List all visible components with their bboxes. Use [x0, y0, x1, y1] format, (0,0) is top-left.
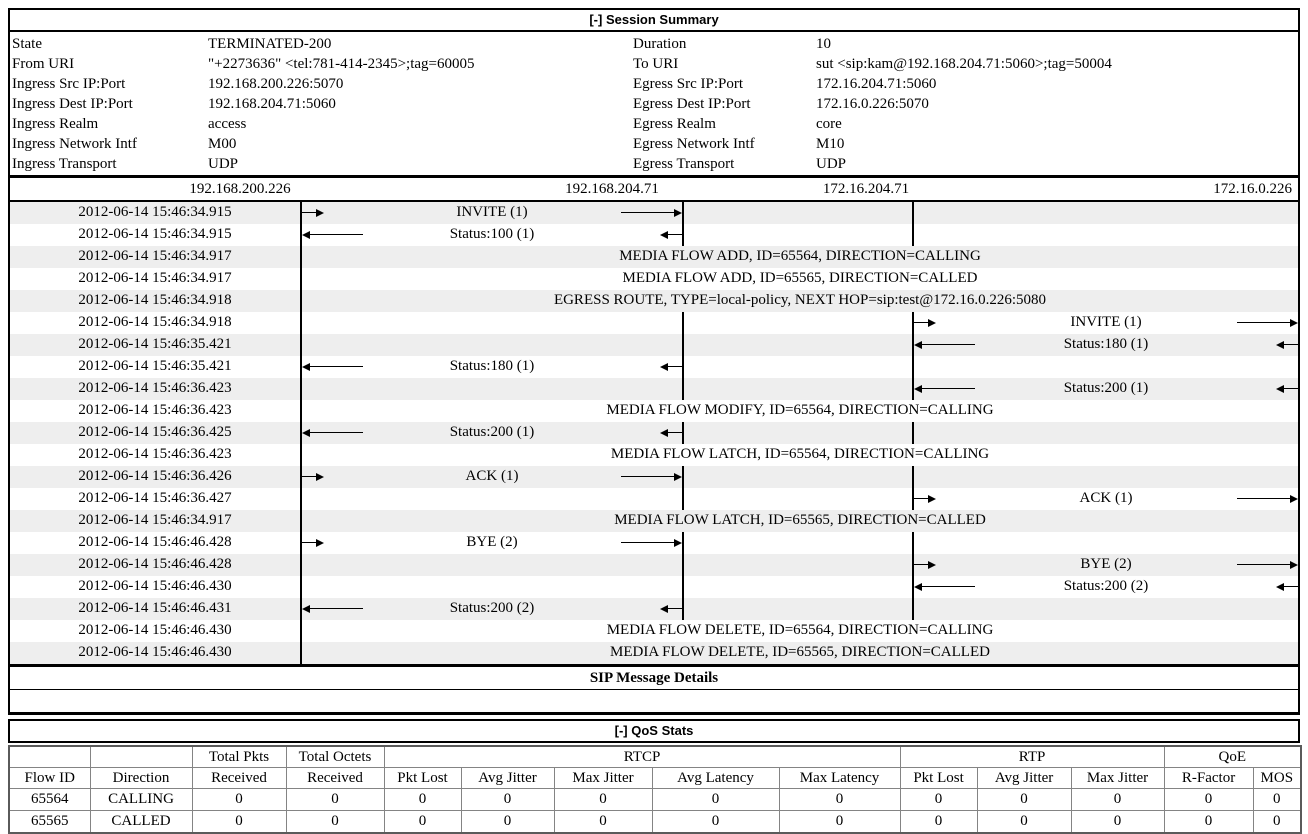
- qos-cell: 0: [1071, 789, 1164, 811]
- arrow-line: [621, 212, 675, 213]
- qos-cell: 0: [554, 811, 652, 834]
- qos-header-cell: Total Octets: [286, 746, 384, 768]
- ladder-row-timestamp: 2012-06-14 15:46:34.918: [10, 290, 302, 312]
- sip-message-label[interactable]: Status:180 (1): [1063, 336, 1149, 352]
- ladder-segment: [914, 378, 1298, 400]
- arrow-line: [667, 608, 682, 609]
- qos-header-cell: RTCP: [384, 746, 900, 768]
- ladder-segment: [684, 422, 914, 444]
- session-summary-collapse-toggle[interactable]: [-]: [589, 12, 603, 27]
- qos-cell: 0: [384, 811, 461, 834]
- ladder-row: [10, 224, 1298, 246]
- ladder-row-timestamp: 2012-06-14 15:46:36.423: [10, 444, 302, 466]
- arrow-line: [302, 476, 317, 477]
- summary-row: [10, 34, 1298, 54]
- summary-label: Egress Transport: [633, 155, 735, 172]
- qos-cell: 0: [1164, 789, 1253, 811]
- summary-label: Ingress Src IP:Port: [12, 75, 126, 92]
- media-event-text: MEDIA FLOW DELETE, ID=65564, DIRECTION=CALLING: [606, 622, 994, 638]
- ladder-row-timestamp: 2012-06-14 15:46:34.918: [10, 312, 302, 334]
- summary-row: [10, 54, 1298, 74]
- ladder-diagram: [10, 202, 1298, 664]
- ladder-segment: [302, 466, 684, 488]
- qos-cell: 0: [977, 789, 1071, 811]
- summary-value: UDP: [208, 155, 239, 172]
- ladder-endpoint-ip: 192.168.200.226: [189, 181, 291, 197]
- sip-message-label[interactable]: Status:200 (2): [1063, 578, 1149, 594]
- arrowhead-left-icon: [302, 363, 310, 371]
- summary-label: Ingress Transport: [12, 155, 117, 172]
- ladder-row-timestamp: 2012-06-14 15:46:46.431: [10, 598, 302, 620]
- summary-label: Ingress Dest IP:Port: [12, 95, 133, 112]
- qos-cell: 0: [554, 789, 652, 811]
- ladder-row: [10, 444, 1298, 466]
- arrowhead-right-icon: [928, 495, 936, 503]
- qos-cell: 65564: [9, 789, 90, 811]
- arrow-line: [921, 586, 975, 587]
- qos-header-cell: Direction: [90, 768, 192, 789]
- arrow-line: [1283, 344, 1298, 345]
- qos-header-cell: Avg Jitter: [461, 768, 554, 789]
- ladder-row-timestamp: 2012-06-14 15:46:46.430: [10, 620, 302, 642]
- ladder-row-timestamp: 2012-06-14 15:46:46.428: [10, 532, 302, 554]
- summary-value: TERMINATED-200: [208, 35, 332, 52]
- ladder-row-timestamp: 2012-06-14 15:46:36.427: [10, 488, 302, 510]
- ladder-row: [10, 202, 1298, 224]
- arrowhead-right-icon: [928, 561, 936, 569]
- ladder-segment: [914, 356, 1298, 378]
- arrowhead-right-icon: [316, 209, 324, 217]
- qos-data-row: [9, 811, 1301, 834]
- arrow-line: [302, 212, 317, 213]
- ladder-row-timestamp: 2012-06-14 15:46:34.917: [10, 268, 302, 290]
- summary-value: 192.168.204.71:5060: [208, 95, 336, 112]
- ladder-segment: [302, 378, 684, 400]
- summary-value: M00: [208, 135, 237, 152]
- qos-cell: 0: [286, 789, 384, 811]
- qos-data-row: [9, 789, 1301, 811]
- qos-header-cell: Pkt Lost: [384, 768, 461, 789]
- arrow-line: [667, 432, 682, 433]
- ladder-segment: [684, 312, 914, 334]
- ladder-row: [10, 532, 1298, 554]
- summary-value: 192.168.200.226:5070: [208, 75, 344, 92]
- summary-label: Egress Src IP:Port: [633, 75, 743, 92]
- ladder-segment: [302, 598, 684, 620]
- ladder-row: [10, 642, 1298, 664]
- summary-label: Egress Realm: [633, 115, 716, 132]
- arrow-line: [914, 564, 929, 565]
- ladder-segment: [684, 532, 914, 554]
- arrow-line: [921, 388, 975, 389]
- arrowhead-right-icon: [1290, 495, 1298, 503]
- ladder-endpoint-ip: 192.168.204.71: [565, 181, 659, 197]
- sip-message-label[interactable]: ACK (1): [1079, 490, 1133, 506]
- ladder-row-timestamp: 2012-06-14 15:46:35.421: [10, 334, 302, 356]
- arrow-line: [1237, 564, 1291, 565]
- summary-value: core: [816, 115, 842, 132]
- qos-stats-collapse-toggle[interactable]: [-]: [614, 723, 628, 738]
- summary-value: 10: [816, 35, 831, 52]
- sip-message-label[interactable]: BYE (2): [466, 534, 518, 550]
- ladder-segment: [914, 224, 1298, 246]
- session-summary-header: [8, 8, 1300, 32]
- ladder-segment: [302, 554, 684, 576]
- qos-cell: 0: [384, 789, 461, 811]
- ladder-endpoints-header: [10, 178, 1298, 202]
- ladder-row-timestamp: 2012-06-14 15:46:34.915: [10, 202, 302, 224]
- qos-cell: 0: [779, 789, 900, 811]
- qos-stats-header: [8, 719, 1300, 743]
- qos-cell: 0: [1253, 811, 1301, 834]
- arrowhead-left-icon: [302, 605, 310, 613]
- qos-header-cell: Max Jitter: [1071, 768, 1164, 789]
- qos-header-cell: Flow ID: [9, 768, 90, 789]
- arrowhead-right-icon: [1290, 319, 1298, 327]
- media-event-text: MEDIA FLOW LATCH, ID=65564, DIRECTION=CALLING: [610, 446, 990, 462]
- qos-header-cell: [9, 746, 90, 768]
- ladder-segment: [302, 422, 684, 444]
- ladder-row: [10, 334, 1298, 356]
- ladder-row: [10, 356, 1298, 378]
- ladder-row-timestamp: 2012-06-14 15:46:34.917: [10, 246, 302, 268]
- arrowhead-left-icon: [914, 583, 922, 591]
- arrowhead-right-icon: [316, 539, 324, 547]
- qos-cell: 0: [461, 811, 554, 834]
- summary-value: sut <sip:kam@192.168.204.71:5060>;tag=50004: [816, 55, 1112, 72]
- arrowhead-right-icon: [1290, 561, 1298, 569]
- qos-cell: 0: [779, 811, 900, 834]
- ladder-segment: [302, 202, 684, 224]
- summary-row: [10, 74, 1298, 94]
- qos-stats-title: QoS Stats: [631, 723, 694, 738]
- session-report-table: [8, 32, 1300, 715]
- qos-header-cell: RTP: [900, 746, 1164, 768]
- ladder-segment: [684, 378, 914, 400]
- sip-message-label[interactable]: ACK (1): [465, 468, 519, 484]
- summary-value: "+2273636" <tel:781-414-2345>;tag=60005: [208, 55, 475, 72]
- ladder-row: [10, 598, 1298, 620]
- qos-header-row: [9, 746, 1301, 768]
- qos-header-row: [9, 768, 1301, 789]
- arrowhead-left-icon: [660, 605, 668, 613]
- arrowhead-left-icon: [660, 429, 668, 437]
- ladder-row: [10, 378, 1298, 400]
- ladder-segment: [914, 466, 1298, 488]
- qos-header-cell: Received: [192, 768, 286, 789]
- summary-label: From URI: [12, 55, 75, 72]
- sip-message-details-header: SIP Message Details: [10, 664, 1298, 690]
- media-event-text: MEDIA FLOW MODIFY, ID=65564, DIRECTION=CALLING: [606, 402, 994, 418]
- session-summary-section: [10, 32, 1298, 178]
- arrowhead-left-icon: [302, 429, 310, 437]
- summary-value: 172.16.0.226:5070: [816, 95, 929, 112]
- summary-label: Egress Dest IP:Port: [633, 95, 751, 112]
- arrow-line: [914, 498, 929, 499]
- ladder-segment: [914, 532, 1298, 554]
- ladder-row: [10, 312, 1298, 334]
- ladder-row: [10, 290, 1298, 312]
- arrow-line: [309, 432, 363, 433]
- qos-cell: 0: [1253, 789, 1301, 811]
- arrow-line: [621, 476, 675, 477]
- sip-message-label[interactable]: INVITE (1): [1070, 314, 1142, 330]
- arrow-line: [1237, 322, 1291, 323]
- ladder-segment: [914, 554, 1298, 576]
- summary-label: Duration: [633, 35, 687, 52]
- arrowhead-right-icon: [928, 319, 936, 327]
- ladder-segment: [914, 422, 1298, 444]
- arrow-line: [667, 366, 682, 367]
- ladder-segment: [914, 334, 1298, 356]
- ladder-segment: [302, 356, 684, 378]
- arrow-line: [1237, 498, 1291, 499]
- summary-label: Ingress Network Intf: [12, 135, 137, 152]
- ladder-segment: [684, 576, 914, 598]
- qos-cell: 65565: [9, 811, 90, 834]
- arrow-line: [1283, 586, 1298, 587]
- arrowhead-left-icon: [914, 341, 922, 349]
- ladder-endpoint-ip: 172.16.0.226: [1213, 181, 1292, 197]
- ladder-row-timestamp: 2012-06-14 15:46:36.423: [10, 378, 302, 400]
- arrow-line: [914, 322, 929, 323]
- arrowhead-left-icon: [302, 231, 310, 239]
- qos-cell: 0: [900, 789, 977, 811]
- arrow-line: [667, 234, 682, 235]
- summary-row: [10, 94, 1298, 114]
- summary-row: [10, 154, 1298, 174]
- ladder-segment: [684, 334, 914, 356]
- ladder-row-timestamp: 2012-06-14 15:46:36.426: [10, 466, 302, 488]
- qos-header-cell: QoE: [1164, 746, 1301, 768]
- qos-header-cell: R-Factor: [1164, 768, 1253, 789]
- ladder-segment: [684, 224, 914, 246]
- sip-message-label[interactable]: Status:100 (1): [449, 226, 535, 242]
- ladder-segment: [914, 598, 1298, 620]
- qos-cell: 0: [461, 789, 554, 811]
- ladder-segment: [302, 532, 684, 554]
- arrow-line: [309, 366, 363, 367]
- media-event-text: MEDIA FLOW DELETE, ID=65565, DIRECTION=CALLED: [610, 644, 990, 660]
- ladder-segment: [684, 598, 914, 620]
- arrow-line: [621, 542, 675, 543]
- qos-cell: 0: [286, 811, 384, 834]
- ladder-row-timestamp: 2012-06-14 15:46:34.917: [10, 510, 302, 532]
- qos-cell: CALLED: [90, 811, 192, 834]
- qos-stats-table: [8, 745, 1302, 834]
- ladder-row: [10, 246, 1298, 268]
- qos-cell: 0: [652, 789, 779, 811]
- qos-header-cell: [90, 746, 192, 768]
- summary-label: To URI: [633, 55, 679, 72]
- ladder-segment: [914, 488, 1298, 510]
- arrow-line: [921, 344, 975, 345]
- summary-value: 172.16.204.71:5060: [816, 75, 937, 92]
- arrow-line: [1283, 388, 1298, 389]
- ladder-row: [10, 576, 1298, 598]
- arrow-line: [302, 542, 317, 543]
- summary-label: Ingress Realm: [12, 115, 99, 132]
- ladder-segment: [302, 334, 684, 356]
- arrowhead-left-icon: [1276, 385, 1284, 393]
- sip-message-label[interactable]: Status:200 (2): [449, 600, 535, 616]
- ladder-segment: [302, 488, 684, 510]
- qos-cell: 0: [192, 789, 286, 811]
- ladder-row-timestamp: 2012-06-14 15:46:34.915: [10, 224, 302, 246]
- qos-cell: 0: [977, 811, 1071, 834]
- summary-value: M10: [816, 135, 845, 152]
- ladder-row: [10, 554, 1298, 576]
- ladder-segment: [914, 576, 1298, 598]
- ladder-segment: [302, 576, 684, 598]
- summary-value: UDP: [816, 155, 847, 172]
- session-summary-table: [10, 34, 1298, 174]
- media-event-text: MEDIA FLOW ADD, ID=65565, DIRECTION=CALLED: [622, 270, 978, 286]
- qos-header-cell: Received: [286, 768, 384, 789]
- sip-message-label[interactable]: Status:200 (1): [1063, 380, 1149, 396]
- qos-header-cell: Pkt Lost: [900, 768, 977, 789]
- ladder-row: [10, 510, 1298, 532]
- arrowhead-right-icon: [674, 209, 682, 217]
- arrowhead-right-icon: [316, 473, 324, 481]
- ladder-row-timestamp: 2012-06-14 15:46:46.430: [10, 642, 302, 664]
- arrowhead-left-icon: [660, 231, 668, 239]
- media-event-text: EGRESS ROUTE, TYPE=local-policy, NEXT HOP=sip:test@172.16.0.226:5080: [553, 292, 1047, 308]
- qos-header-cell: Avg Latency: [652, 768, 779, 789]
- arrowhead-left-icon: [1276, 341, 1284, 349]
- qos-cell: 0: [1164, 811, 1253, 834]
- summary-label: Egress Network Intf: [633, 135, 755, 152]
- ladder-segment: [684, 554, 914, 576]
- qos-header-cell: Avg Jitter: [977, 768, 1071, 789]
- qos-header-cell: MOS: [1253, 768, 1301, 789]
- qos-cell: 0: [192, 811, 286, 834]
- summary-row: [10, 114, 1298, 134]
- ladder-segment: [684, 356, 914, 378]
- arrowhead-right-icon: [674, 539, 682, 547]
- ladder-segment: [684, 488, 914, 510]
- ladder-row-timestamp: 2012-06-14 15:46:46.430: [10, 576, 302, 598]
- ladder-segment: [302, 312, 684, 334]
- ladder-row: [10, 400, 1298, 422]
- qos-cell: 0: [1071, 811, 1164, 834]
- qos-cell: CALLING: [90, 789, 192, 811]
- ladder-endpoint-ip: 172.16.204.71: [822, 181, 910, 197]
- ladder-segment: [302, 224, 684, 246]
- ladder-row-timestamp: 2012-06-14 15:46:36.425: [10, 422, 302, 444]
- session-summary-title: Session Summary: [605, 12, 719, 27]
- sip-message-label[interactable]: Status:180 (1): [449, 358, 535, 374]
- arrow-line: [309, 234, 363, 235]
- ladder-row-timestamp: 2012-06-14 15:46:46.428: [10, 554, 302, 576]
- arrowhead-left-icon: [660, 363, 668, 371]
- media-event-text: MEDIA FLOW ADD, ID=65564, DIRECTION=CALLING: [619, 248, 981, 264]
- qos-header-cell: Max Jitter: [554, 768, 652, 789]
- ladder-row-timestamp: 2012-06-14 15:46:35.421: [10, 356, 302, 378]
- ladder-row: [10, 488, 1298, 510]
- sip-message-label[interactable]: Status:200 (1): [449, 424, 535, 440]
- arrowhead-left-icon: [914, 385, 922, 393]
- arrowhead-left-icon: [1276, 583, 1284, 591]
- media-event-text: MEDIA FLOW LATCH, ID=65565, DIRECTION=CALLED: [614, 512, 986, 528]
- ladder-row: [10, 268, 1298, 290]
- arrow-line: [309, 608, 363, 609]
- ladder-row: [10, 422, 1298, 444]
- qos-header-cell: Max Latency: [779, 768, 900, 789]
- summary-value: access: [208, 115, 247, 132]
- qos-header-cell: Total Pkts: [192, 746, 286, 768]
- ladder-segment: [684, 202, 914, 224]
- ladder-row: [10, 466, 1298, 488]
- ladder-row-timestamp: 2012-06-14 15:46:36.423: [10, 400, 302, 422]
- ladder-row: [10, 620, 1298, 642]
- sip-message-label[interactable]: BYE (2): [1080, 556, 1132, 572]
- qos-cell: 0: [900, 811, 977, 834]
- ladder-segment: [684, 466, 914, 488]
- summary-label: State: [12, 35, 42, 52]
- summary-row: [10, 134, 1298, 154]
- qos-cell: 0: [652, 811, 779, 834]
- arrowhead-right-icon: [674, 473, 682, 481]
- sip-message-label[interactable]: INVITE (1): [456, 204, 528, 220]
- sip-message-details-content: [10, 690, 1298, 712]
- ladder-segment: [914, 202, 1298, 224]
- ladder-segment: [914, 312, 1298, 334]
